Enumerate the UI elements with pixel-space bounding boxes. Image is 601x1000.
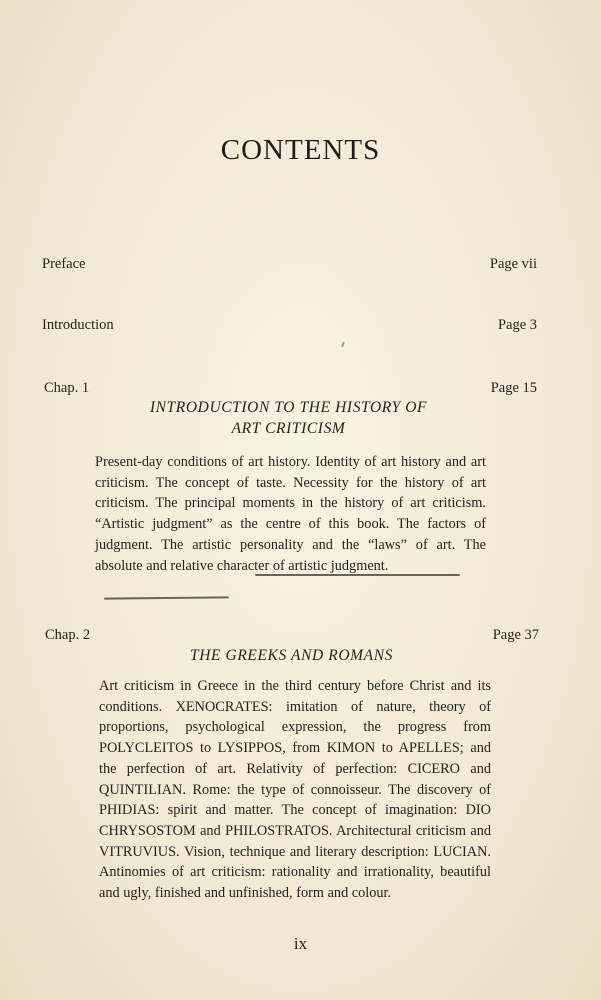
- paper-speck: [341, 342, 345, 347]
- page-title: CONTENTS: [220, 134, 381, 166]
- introduction-label: Introduction: [42, 317, 114, 333]
- page-number: ix: [293, 934, 308, 953]
- chap2-heading: THE GREEKS AND ROMANS: [189, 647, 394, 664]
- chap1-heading-line1: INTRODUCTION TO THE HISTORY OF: [149, 399, 428, 416]
- chap1-summary: Present-day conditions of art history. Identity of art history and art criticism. The concept of taste. Necessity for the history of art criticism. The principal moments in the history of art criticism. “Artistic judgment” as the centre of this book. The factors of judgment. The artistic personality and the “laws” of art. The absolute and relative character of artistic judgment.: [95, 454, 486, 574]
- chap2-page: Page 37: [492, 627, 539, 643]
- introduction-page: Page 3: [497, 317, 537, 333]
- preface-label: Preface: [42, 256, 86, 272]
- chap2-summary: Art criticism in Greece in the third century before Christ and its conditions. XENOCRATES: imitation of nature, theory of proportions, psychological expression, the progress from POLYCLEITOS to LYSIPPOS, from KIMON to APELLES; and the perfection of art. Relativity of perfection: CICERO and QUINTILIAN. Rome: the type of connoisseur. The discovery of PHIDIAS: spirit and matter. The concept of imagination: DIO CHRYSOSTOM and PHILOSTRATOS. Architectural criticism and VITRUVIUS. Vision, technique and literary description: LUCIAN. Antinomies of art criticism: rationality and irrationality, beautiful and ugly, finished and unfinished, form and colour.: [99, 678, 491, 902]
- chap1-page: Page 15: [490, 380, 537, 396]
- pencil-underline: [255, 574, 460, 576]
- chap1-heading-line2: ART CRITICISM: [231, 420, 346, 437]
- preface-page: Page vii: [489, 256, 537, 272]
- chap1-label: Chap. 1: [44, 380, 90, 396]
- pencil-underline: [104, 596, 229, 599]
- chap2-label: Chap. 2: [45, 627, 91, 643]
